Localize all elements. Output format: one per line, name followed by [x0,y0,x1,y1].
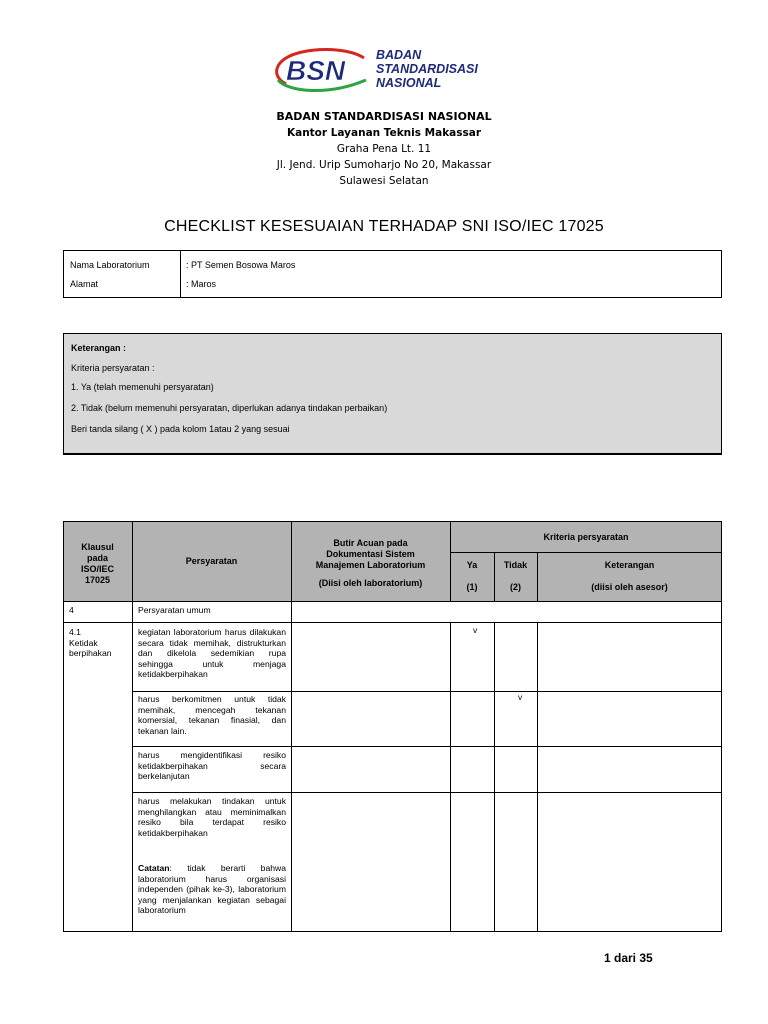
note-label: Catatan [138,863,170,873]
header-klausul: Klausul pada ISO/IEC 17025 [80,542,114,585]
legend-criteria: Kriteria persyaratan : [71,363,155,373]
clause-number: 4.1 Ketidak berpihakan [69,627,112,659]
ya-mark-row-1: v [473,625,478,635]
address-line-3: Sulawesi Selatan [339,175,429,187]
legend-instruction: Beri tanda silang ( X ) pada kolom 1atau 2 yang sesuai [71,424,290,434]
address-line-2: Jl. Jend. Urip Sumoharjo No 20, Makassar [276,159,492,171]
page-number: 1 dari 35 [604,951,653,965]
legend-item-ya: 1. Ya (telah memenuhi persyaratan) [71,382,214,392]
lab-info-box [63,250,722,298]
organization-name: BADAN STANDARDISASI NASIONAL [276,110,492,123]
requirement-row-4: harus melakukan tindakan untuk menghilangkan atau meminimalkan resiko bila terdapat resiko ketidakberpihakan [138,796,286,838]
header-kriteria: Kriteria persyaratan [543,532,629,542]
header-keterangan: Keterangan [604,560,655,570]
info-divider [180,251,181,297]
section-number: 4 [69,605,74,615]
checklist-table [63,521,722,932]
tidak-mark-row-2: v [518,692,523,702]
requirement-row-4-note [138,863,286,916]
address-line-1: Graha Pena Lt. 11 [336,143,432,155]
header-tidak-num: (2) [510,582,521,592]
header-tidak: Tidak [503,560,528,570]
header-persyaratan: Persyaratan [185,556,238,566]
header-butir-acuan: Butir Acuan pada Dokumentasi Sistem Manajemen Laboratorium (Diisi oleh laboratorium) [315,538,426,588]
bsn-logo-mark [268,40,378,100]
note-text: : tidak berarti bahwa laboratorium harus organisasi independen (pihak ke-3), laboratorium yang menjalankan kegiatan sebagai laboratorium [138,863,286,916]
requirement-row-1: kegiatan laboratorium harus dilakukan secara tidak memihak, distrukturkan dan dikelola sedemikian rupa sehingga untuk menjaga ketidakberpihakan [138,627,286,680]
document-title: CHECKLIST KESESUAIAN TERHADAP SNI ISO/IEC 17025 [164,218,604,235]
lab-name-label: Nama Laboratorium [70,260,150,270]
requirement-row-2: harus berkomitmen untuk tidak memihak, mencegah tekanan komersial, tekanan finasial, dan tekanan lain. [138,694,286,736]
office-name: Kantor Layanan Teknis Makassar [286,127,482,139]
logo-wordmark: BADAN STANDARDISASI NASIONAL [376,48,478,90]
header-ya-num: (1) [466,582,478,592]
requirement-row-3: harus mengidentifikasi resiko ketidakberpihakan secara berkelanjutan [138,750,286,782]
header-ya: Ya [466,560,478,570]
header-keterangan-note: (diisi oleh asesor) [591,582,668,592]
bsn-logo [268,40,478,100]
logo-abbrev: BSN [286,55,346,86]
legend-box [63,333,722,455]
section-title: Persyaratan umum [138,605,211,615]
lab-address-value: : Maros [186,279,217,289]
lab-address-label: Alamat [70,279,99,289]
lab-name-value: : PT Semen Bosowa Maros [186,260,296,270]
legend-heading: Keterangan : [71,343,127,353]
legend-item-tidak: 2. Tidak (belum memenuhi persyaratan, diperlukan adanya tindakan perbaikan) [71,403,388,413]
